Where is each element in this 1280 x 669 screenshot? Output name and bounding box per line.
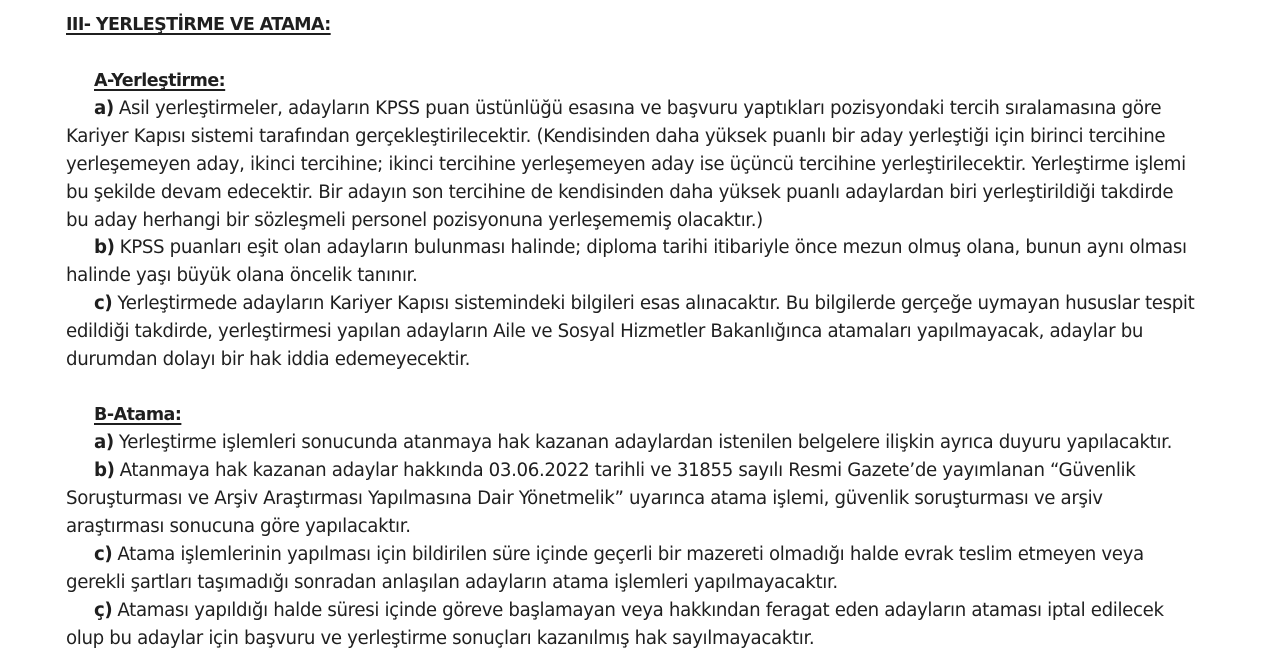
section-b-item-b-line-3: araştırması sonucuna göre yapılacaktır.: [66, 516, 411, 537]
item-text: Asil yerleştirmeler, adayların KPSS puan üstünlüğü esasına ve başvuru yaptıkları pozisyondaki tercih sıralamasına göre: [118, 98, 1162, 119]
section-b-item-c-line-2: gerekli şartları taşımadığı sonradan anlaşılan adayların atama işlemleri yapılmayacaktır.: [66, 572, 838, 593]
section-a-item-b-line-2: halinde yaşı büyük olana öncelik tanınır.: [66, 265, 418, 286]
item-marker: ç): [94, 600, 113, 621]
section-a-item-a-line-2: Kariyer Kapısı sistemi tarafından gerçekleştirilecektir. (Kendisinden daha yüksek puanlı bir aday yerleştiği için birinci tercihine: [66, 126, 1166, 147]
section-a-item-a-line-3: yerleşemeyen aday, ikinci tercihine; ikinci tercihine yerleşemeyen aday ise üçüncü tercihine yerleştirilecektir. Yerleştirme işlemi: [66, 154, 1186, 175]
item-text: Atanmaya hak kazanan adaylar hakkında 03.06.2022 tarihli ve 31855 sayılı Resmi Gazete’de yayımlanan “Güvenlik: [119, 460, 1136, 481]
item-text: Ataması yapıldığı halde süresi içinde göreve başlamayan veya hakkından feragat eden adayların ataması iptal edilecek: [117, 600, 1164, 621]
item-marker: a): [94, 98, 114, 119]
section-heading-b: B-Atama:: [94, 405, 182, 425]
section-b-item-b-line-2: Soruşturması ve Arşiv Araştırması Yapılmasına Dair Yönetmelik” uyarınca atama işlemi, güvenlik soruşturması ve arşiv: [66, 488, 1103, 509]
item-text: KPSS puanları eşit olan adayların bulunması halinde; diploma tarihi itibariyle önce mezun olmuş olana, bunun aynı olması: [119, 237, 1187, 258]
section-a-item-c-line-1: [94, 292, 1194, 316]
section-a-item-a-line-4: bu şekilde devam edecektir. Bir adayın son tercihine de kendisinden daha yüksek puanlı adaylardan biri yerleştirildiği takdirde: [66, 182, 1174, 203]
document-title: III- YERLEŞTİRME VE ATAMA:: [66, 15, 331, 35]
item-marker: b): [94, 460, 115, 481]
item-marker: c): [94, 544, 113, 565]
item-marker: b): [94, 237, 115, 258]
section-b-item-a-line-1: [94, 431, 1172, 455]
item-marker: a): [94, 432, 114, 453]
section-a-item-a-line-5: bu aday herhangi bir sözleşmeli personel pozisyonuna yerleşememiş olacaktır.): [66, 210, 763, 231]
section-a-item-b-line-1: [94, 236, 1187, 260]
section-a-item-a-line-1: [94, 97, 1161, 121]
item-text: Yerleştirme işlemleri sonucunda atanmaya hak kazanan adaylardan istenilen belgelere ilişkin ayrıca duyuru yapılacaktır.: [118, 432, 1173, 453]
section-b-item-c-line-1: [94, 543, 1144, 567]
item-text: Yerleştirmede adayların Kariyer Kapısı sistemindeki bilgileri esas alınacaktır. Bu bilgilerde gerçeğe uymayan hususlar tespit: [117, 293, 1195, 314]
section-b-item-b-line-1: [94, 459, 1135, 483]
section-b-item-cc-line-2: olup bu adaylar için başvuru ve yerleştirme sonuçları kazanılmış hak sayılmayacaktır.: [66, 628, 815, 649]
item-text: Atama işlemlerinin yapılması için bildirilen süre içinde geçerli bir mazereti olmadığı halde evrak teslim etmeyen veya: [117, 544, 1144, 565]
section-a-item-c-line-3: durumdan dolayı bir hak iddia edemeyecektir.: [66, 349, 471, 370]
section-b-item-cc-line-1: [94, 599, 1164, 623]
section-heading-a: A-Yerleştirme:: [94, 71, 226, 91]
item-marker: c): [94, 293, 113, 314]
section-a-item-c-line-2: edildiği takdirde, yerleştirmesi yapılan adayların Aile ve Sosyal Hizmetler Bakanlığınca atamaları yapılmayacak, adaylar bu: [66, 321, 1144, 342]
